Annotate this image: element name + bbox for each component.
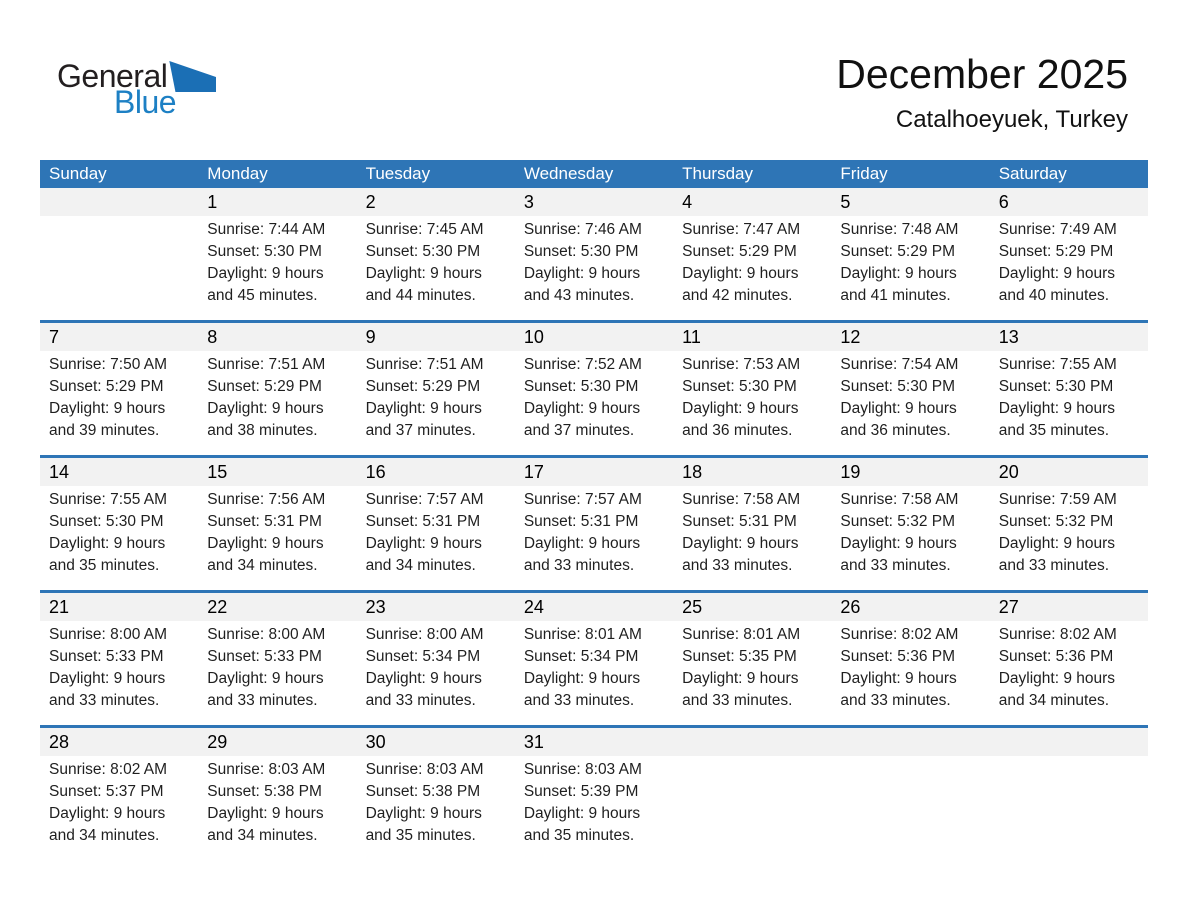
day-detail-line: Daylight: 9 hours xyxy=(682,670,799,687)
day-detail-line: and 36 minutes. xyxy=(682,422,793,439)
day-cell-21 xyxy=(40,593,198,725)
day-detail-line: Sunrise: 8:01 AM xyxy=(523,626,642,643)
day-detail-line: Sunrise: 7:50 AM xyxy=(49,356,168,373)
day-details xyxy=(990,756,1148,860)
day-detail-line: Daylight: 9 hours xyxy=(998,670,1116,687)
day-detail-line: Sunrise: 7:49 AM xyxy=(998,221,1117,238)
day-detail-line: Sunset: 5:29 PM xyxy=(49,378,164,395)
day-detail-line: Sunrise: 8:00 AM xyxy=(49,626,168,643)
day-number: 23 xyxy=(357,593,515,621)
day-details xyxy=(831,621,989,725)
general-blue-logo xyxy=(57,60,216,118)
day-detail-line: Sunrise: 8:01 AM xyxy=(682,626,801,643)
day-detail-line: and 33 minutes. xyxy=(49,692,160,709)
day-detail-line: Sunset: 5:30 PM xyxy=(523,378,639,395)
day-detail-line: Sunrise: 7:47 AM xyxy=(682,221,801,238)
day-number: 28 xyxy=(40,728,198,756)
calendar-grid xyxy=(40,188,1148,860)
day-detail-line: Sunset: 5:39 PM xyxy=(523,783,639,800)
day-number: 2 xyxy=(357,188,515,216)
day-detail-line: Sunset: 5:29 PM xyxy=(207,378,322,395)
day-detail-line: Daylight: 9 hours xyxy=(682,400,799,417)
day-details xyxy=(357,351,515,455)
day-number: 14 xyxy=(40,458,198,486)
day-number: 31 xyxy=(515,728,673,756)
day-detail-line: and 33 minutes. xyxy=(998,557,1109,574)
day-detail-line: Sunrise: 7:51 AM xyxy=(207,356,326,373)
day-detail-line: Sunset: 5:38 PM xyxy=(365,783,481,800)
day-detail-line: Sunrise: 7:58 AM xyxy=(840,491,959,508)
day-detail-line: and 33 minutes. xyxy=(682,557,793,574)
day-number: 6 xyxy=(990,188,1148,216)
day-details xyxy=(515,621,673,725)
day-detail-line: Daylight: 9 hours xyxy=(365,265,482,282)
day-cell-11 xyxy=(673,323,831,455)
day-number: 13 xyxy=(990,323,1148,351)
day-detail-line: and 33 minutes. xyxy=(840,557,951,574)
day-cell-15 xyxy=(198,458,356,590)
day-number: 29 xyxy=(198,728,356,756)
day-detail-line: Daylight: 9 hours xyxy=(840,265,957,282)
week-row xyxy=(40,590,1148,725)
day-detail-line: Sunset: 5:32 PM xyxy=(840,513,956,530)
day-number: 17 xyxy=(515,458,673,486)
day-detail-line: Daylight: 9 hours xyxy=(840,670,957,687)
day-cell-27 xyxy=(990,593,1148,725)
day-detail-line: Sunrise: 7:57 AM xyxy=(523,491,642,508)
day-details xyxy=(198,486,356,590)
day-detail-line: and 34 minutes. xyxy=(207,557,318,574)
day-number: 15 xyxy=(198,458,356,486)
day-detail-line: Sunrise: 7:46 AM xyxy=(523,221,642,238)
day-detail-line: and 42 minutes. xyxy=(682,287,793,304)
day-detail-line: Daylight: 9 hours xyxy=(365,400,482,417)
day-cell-12 xyxy=(831,323,989,455)
day-details xyxy=(515,756,673,860)
day-detail-line: Sunrise: 7:51 AM xyxy=(365,356,484,373)
title-block xyxy=(836,52,1128,134)
day-detail-line: and 35 minutes. xyxy=(365,827,476,844)
day-number: 22 xyxy=(198,593,356,621)
day-detail-line: Sunset: 5:30 PM xyxy=(998,378,1114,395)
day-number: 9 xyxy=(357,323,515,351)
day-cell-4 xyxy=(673,188,831,320)
day-detail-line: Sunset: 5:30 PM xyxy=(207,243,322,260)
day-detail-line: Sunset: 5:31 PM xyxy=(682,513,797,530)
day-detail-line: and 33 minutes. xyxy=(207,692,318,709)
day-details xyxy=(990,351,1148,455)
day-detail-line: and 45 minutes. xyxy=(207,287,318,304)
day-cell-9 xyxy=(357,323,515,455)
day-number xyxy=(831,728,989,756)
weekday-header-monday: Monday xyxy=(207,164,268,183)
day-detail-line: Daylight: 9 hours xyxy=(840,535,957,552)
day-details xyxy=(990,216,1148,320)
day-number: 1 xyxy=(198,188,356,216)
weekday-header-tuesday: Tuesday xyxy=(365,164,431,183)
day-detail-line: Sunrise: 8:03 AM xyxy=(523,761,642,778)
day-details xyxy=(357,756,515,860)
day-detail-line: Daylight: 9 hours xyxy=(365,670,482,687)
day-detail-line: Daylight: 9 hours xyxy=(523,805,641,822)
day-cell-13 xyxy=(990,323,1148,455)
day-details xyxy=(40,216,198,320)
weekday-header-friday: Friday xyxy=(840,164,888,183)
day-detail-line: and 33 minutes. xyxy=(682,692,793,709)
day-detail-line: Sunset: 5:31 PM xyxy=(523,513,639,530)
day-detail-line: and 41 minutes. xyxy=(840,287,951,304)
day-detail-line: Daylight: 9 hours xyxy=(49,805,166,822)
day-detail-line: Daylight: 9 hours xyxy=(365,535,482,552)
day-cell-19 xyxy=(831,458,989,590)
day-details xyxy=(673,621,831,725)
day-number: 8 xyxy=(198,323,356,351)
weekday-header-sunday: Sunday xyxy=(49,164,107,183)
day-number: 26 xyxy=(831,593,989,621)
day-cell-25 xyxy=(673,593,831,725)
day-details xyxy=(831,351,989,455)
day-cell-24 xyxy=(515,593,673,725)
day-number: 30 xyxy=(357,728,515,756)
day-detail-line: and 33 minutes. xyxy=(523,557,635,574)
day-cell-18 xyxy=(673,458,831,590)
day-detail-line: Sunset: 5:30 PM xyxy=(523,243,639,260)
day-detail-line: Sunset: 5:29 PM xyxy=(840,243,956,260)
day-detail-line: Daylight: 9 hours xyxy=(207,400,324,417)
day-detail-line: and 43 minutes. xyxy=(523,287,635,304)
day-detail-line: Daylight: 9 hours xyxy=(998,400,1116,417)
day-cell-22 xyxy=(198,593,356,725)
day-details xyxy=(673,756,831,860)
day-detail-line: Daylight: 9 hours xyxy=(49,400,166,417)
day-details xyxy=(357,486,515,590)
day-details xyxy=(198,351,356,455)
day-detail-line: Sunset: 5:32 PM xyxy=(998,513,1114,530)
weekday-header-row xyxy=(40,160,1148,188)
day-detail-line: Daylight: 9 hours xyxy=(207,535,324,552)
day-detail-line: and 34 minutes. xyxy=(998,692,1109,709)
day-number: 12 xyxy=(831,323,989,351)
day-cell-1 xyxy=(198,188,356,320)
day-details xyxy=(198,621,356,725)
day-detail-line: Sunrise: 8:02 AM xyxy=(840,626,959,643)
day-detail-line: Daylight: 9 hours xyxy=(523,400,641,417)
day-detail-line: Daylight: 9 hours xyxy=(49,670,166,687)
day-number: 10 xyxy=(515,323,673,351)
day-cell-empty xyxy=(990,728,1148,860)
day-number xyxy=(990,728,1148,756)
day-cell-28 xyxy=(40,728,198,860)
day-details xyxy=(515,216,673,320)
day-detail-line: and 35 minutes. xyxy=(49,557,160,574)
day-details xyxy=(40,486,198,590)
day-detail-line: Daylight: 9 hours xyxy=(998,535,1116,552)
day-cell-5 xyxy=(831,188,989,320)
day-cell-17 xyxy=(515,458,673,590)
day-number xyxy=(673,728,831,756)
day-details xyxy=(198,216,356,320)
week-row xyxy=(40,188,1148,320)
day-detail-line: Sunset: 5:35 PM xyxy=(682,648,797,665)
day-details xyxy=(515,486,673,590)
day-detail-line: Sunset: 5:31 PM xyxy=(365,513,481,530)
day-detail-line: Daylight: 9 hours xyxy=(207,670,324,687)
day-detail-line: Sunset: 5:30 PM xyxy=(682,378,797,395)
day-cell-23 xyxy=(357,593,515,725)
day-cell-26 xyxy=(831,593,989,725)
day-detail-line: Sunset: 5:30 PM xyxy=(365,243,481,260)
day-detail-line: Sunset: 5:29 PM xyxy=(682,243,797,260)
day-number: 11 xyxy=(673,323,831,351)
weekday-header-thursday: Thursday xyxy=(682,164,754,183)
day-detail-line: and 35 minutes. xyxy=(998,422,1109,439)
day-cell-31 xyxy=(515,728,673,860)
day-detail-line: Sunrise: 7:56 AM xyxy=(207,491,326,508)
day-detail-line: Sunset: 5:38 PM xyxy=(207,783,322,800)
day-details xyxy=(40,621,198,725)
logo-triangle-icon xyxy=(169,61,216,92)
day-cell-8 xyxy=(198,323,356,455)
day-detail-line: Sunrise: 7:54 AM xyxy=(840,356,959,373)
day-detail-line: Sunset: 5:29 PM xyxy=(365,378,481,395)
day-details xyxy=(515,351,673,455)
day-number: 3 xyxy=(515,188,673,216)
week-row xyxy=(40,455,1148,590)
day-detail-line: Sunset: 5:34 PM xyxy=(365,648,481,665)
day-cell-20 xyxy=(990,458,1148,590)
day-detail-line: Daylight: 9 hours xyxy=(207,265,324,282)
day-detail-line: and 35 minutes. xyxy=(523,827,635,844)
day-detail-line: Sunrise: 8:03 AM xyxy=(207,761,326,778)
day-detail-line: Sunset: 5:29 PM xyxy=(998,243,1114,260)
day-number: 25 xyxy=(673,593,831,621)
day-detail-line: Sunrise: 8:03 AM xyxy=(365,761,484,778)
day-detail-line: and 44 minutes. xyxy=(365,287,476,304)
calendar xyxy=(40,160,1148,860)
day-number: 21 xyxy=(40,593,198,621)
day-detail-line: and 33 minutes. xyxy=(523,692,635,709)
day-number: 24 xyxy=(515,593,673,621)
page-subtitle: Catalhoeyuek, Turkey xyxy=(895,106,1128,134)
day-details xyxy=(673,351,831,455)
day-detail-line: Sunrise: 8:00 AM xyxy=(207,626,326,643)
day-details xyxy=(357,621,515,725)
day-detail-line: Daylight: 9 hours xyxy=(365,805,482,822)
day-details xyxy=(831,216,989,320)
day-cell-7 xyxy=(40,323,198,455)
day-detail-line: and 39 minutes. xyxy=(49,422,160,439)
day-details xyxy=(831,756,989,860)
day-detail-line: Sunset: 5:37 PM xyxy=(49,783,164,800)
day-detail-line: Sunset: 5:30 PM xyxy=(49,513,164,530)
day-number: 19 xyxy=(831,458,989,486)
day-cell-empty xyxy=(673,728,831,860)
day-cell-14 xyxy=(40,458,198,590)
day-detail-line: Daylight: 9 hours xyxy=(998,265,1116,282)
day-detail-line: Sunrise: 8:02 AM xyxy=(998,626,1117,643)
day-number: 7 xyxy=(40,323,198,351)
day-detail-line: and 34 minutes. xyxy=(207,827,318,844)
page-header xyxy=(0,0,1188,160)
day-detail-line: Sunrise: 7:55 AM xyxy=(998,356,1117,373)
day-number: 5 xyxy=(831,188,989,216)
day-number: 4 xyxy=(673,188,831,216)
day-detail-line: Daylight: 9 hours xyxy=(840,400,957,417)
day-detail-line: and 36 minutes. xyxy=(840,422,951,439)
day-detail-line: Sunrise: 8:00 AM xyxy=(365,626,484,643)
day-detail-line: Sunset: 5:31 PM xyxy=(207,513,322,530)
day-detail-line: Sunrise: 7:44 AM xyxy=(207,221,326,238)
day-cell-3 xyxy=(515,188,673,320)
day-number xyxy=(40,188,198,216)
week-row xyxy=(40,320,1148,455)
week-row xyxy=(40,725,1148,860)
day-number: 20 xyxy=(990,458,1148,486)
day-detail-line: Sunrise: 7:52 AM xyxy=(523,356,642,373)
day-cell-30 xyxy=(357,728,515,860)
day-details xyxy=(990,486,1148,590)
day-detail-line: Sunset: 5:36 PM xyxy=(998,648,1114,665)
day-details xyxy=(357,216,515,320)
day-cell-16 xyxy=(357,458,515,590)
day-detail-line: Sunrise: 7:45 AM xyxy=(365,221,484,238)
day-detail-line: Sunrise: 7:58 AM xyxy=(682,491,801,508)
day-detail-line: and 38 minutes. xyxy=(207,422,318,439)
day-detail-line: Daylight: 9 hours xyxy=(682,535,799,552)
day-detail-line: and 33 minutes. xyxy=(840,692,951,709)
day-detail-line: Daylight: 9 hours xyxy=(682,265,799,282)
day-cell-2 xyxy=(357,188,515,320)
day-number: 16 xyxy=(357,458,515,486)
day-detail-line: and 34 minutes. xyxy=(365,557,476,574)
day-detail-line: Sunrise: 7:55 AM xyxy=(49,491,168,508)
day-cell-10 xyxy=(515,323,673,455)
day-details xyxy=(40,756,198,860)
day-detail-line: Sunrise: 7:59 AM xyxy=(998,491,1117,508)
day-detail-line: Sunset: 5:36 PM xyxy=(840,648,956,665)
day-detail-line: Daylight: 9 hours xyxy=(523,265,641,282)
day-detail-line: Sunrise: 8:02 AM xyxy=(49,761,168,778)
day-detail-line: and 37 minutes. xyxy=(365,422,476,439)
day-number: 27 xyxy=(990,593,1148,621)
day-details xyxy=(673,216,831,320)
day-detail-line: Daylight: 9 hours xyxy=(523,535,641,552)
day-cell-empty xyxy=(831,728,989,860)
day-cell-29 xyxy=(198,728,356,860)
day-detail-line: and 37 minutes. xyxy=(523,422,635,439)
day-detail-line: Daylight: 9 hours xyxy=(523,670,641,687)
day-details xyxy=(673,486,831,590)
day-detail-line: Sunset: 5:33 PM xyxy=(49,648,164,665)
day-detail-line: Sunset: 5:33 PM xyxy=(207,648,322,665)
day-details xyxy=(198,756,356,860)
day-detail-line: Daylight: 9 hours xyxy=(207,805,324,822)
day-detail-line: Sunrise: 7:57 AM xyxy=(365,491,484,508)
day-detail-line: Daylight: 9 hours xyxy=(49,535,166,552)
page-title: December 2025 xyxy=(836,51,1128,97)
weekday-header-saturday: Saturday xyxy=(998,164,1067,183)
weekday-header-wednesday: Wednesday xyxy=(523,164,614,183)
logo-text-general: General xyxy=(57,58,168,94)
day-details xyxy=(831,486,989,590)
day-detail-line: Sunrise: 7:48 AM xyxy=(840,221,959,238)
day-details xyxy=(40,351,198,455)
day-detail-line: Sunset: 5:34 PM xyxy=(523,648,639,665)
day-detail-line: and 40 minutes. xyxy=(998,287,1109,304)
day-detail-line: Sunset: 5:30 PM xyxy=(840,378,956,395)
logo-text-blue: Blue xyxy=(114,84,177,120)
day-details xyxy=(990,621,1148,725)
day-detail-line: Sunrise: 7:53 AM xyxy=(682,356,801,373)
day-cell-6 xyxy=(990,188,1148,320)
day-cell-empty xyxy=(40,188,198,320)
day-number: 18 xyxy=(673,458,831,486)
day-detail-line: and 33 minutes. xyxy=(365,692,476,709)
day-detail-line: and 34 minutes. xyxy=(49,827,160,844)
